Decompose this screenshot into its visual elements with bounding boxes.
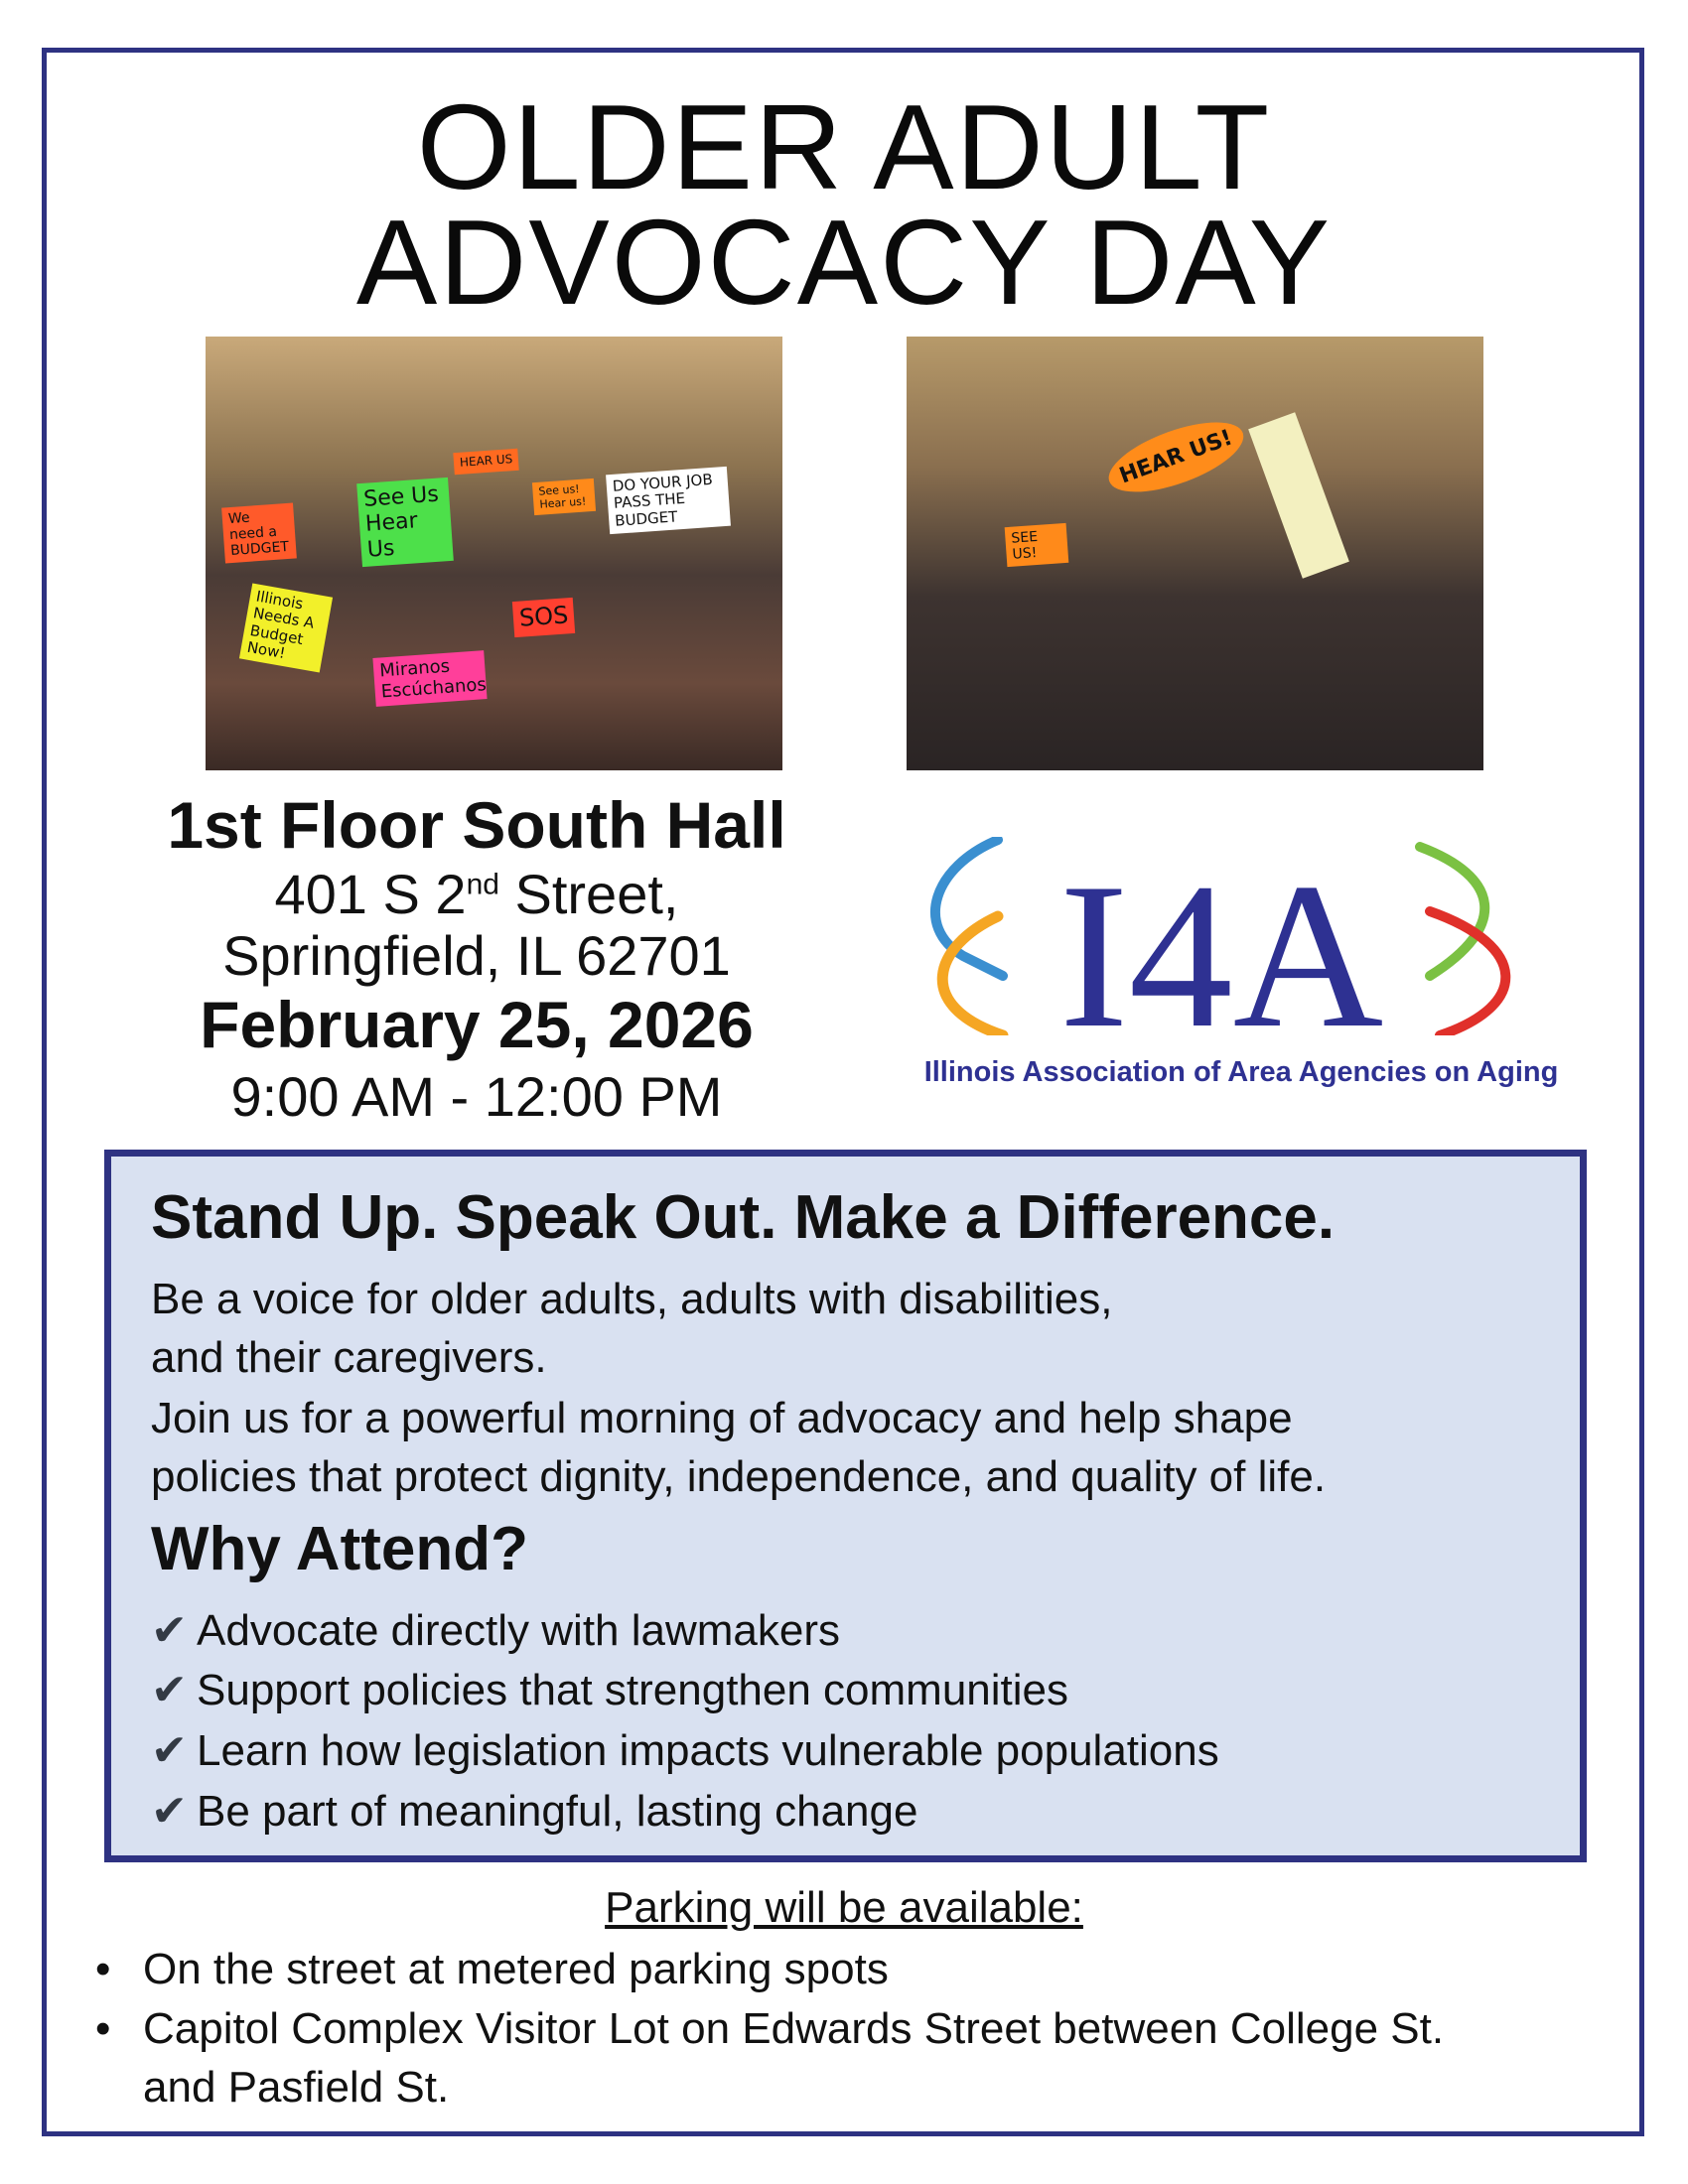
reason-text: Be part of meaningful, lasting change [197, 1787, 918, 1836]
title-line-2: ADVOCACY DAY [355, 195, 1333, 330]
callout-line: Be a voice for older adults, adults with disabilities, [151, 1275, 1113, 1323]
sign [1248, 412, 1349, 578]
parking-item [95, 2003, 1444, 2055]
venue-location: 1st Floor South Hall [167, 788, 786, 862]
checkmark-icon: ✔ [151, 1666, 188, 1714]
sign: We need a BUDGET [221, 503, 297, 564]
reason-text: Learn how legislation impacts vulnerable populations [197, 1726, 1219, 1775]
sign: See Us Hear Us [356, 478, 454, 567]
bullet-icon: • [95, 1945, 111, 1993]
checkmark-icon: ✔ [151, 1726, 188, 1775]
bullet-icon: • [95, 2004, 111, 2053]
parking-text: Capitol Complex Visitor Lot on Edwards Street between College St. [143, 2004, 1445, 2053]
callout-heading: Stand Up. Speak Out. Make a Difference. [151, 1183, 1336, 1252]
checkmark-icon: ✔ [151, 1606, 188, 1655]
logo-org-name: Illinois Association of Area Agencies on Aging [923, 1056, 1559, 1088]
sign: Miranos Escúchanos [372, 650, 487, 707]
parking-item [95, 1944, 889, 1995]
call-to-action-box [104, 1150, 1587, 1862]
photo-advocates-with-signs [206, 337, 782, 770]
svg-text:I4A: I4A [1058, 841, 1384, 1035]
sign: Illinois Needs A Budget Now! [239, 583, 333, 672]
event-time: 9:00 AM - 12:00 PM [230, 1065, 723, 1128]
sign: HEAR US! [1100, 408, 1251, 506]
reason-item [151, 1786, 917, 1838]
parking-item-continued: and Pasfield St. [143, 2063, 450, 2112]
callout-line: Join us for a powerful morning of advocacy and help shape [151, 1394, 1293, 1442]
reason-text: Support policies that strengthen communities [197, 1666, 1069, 1714]
callout-line: and their caregivers. [151, 1333, 547, 1382]
checkmark-icon: ✔ [151, 1787, 188, 1836]
photo-capitol-rotunda-crowd [907, 337, 1483, 770]
why-attend-heading: Why Attend? [151, 1515, 528, 1583]
venue-address-line-1 [119, 864, 834, 925]
reason-item [151, 1665, 1068, 1716]
address-ordinal: nd [466, 868, 499, 901]
callout-line: policies that protect dignity, independence, and quality of life. [151, 1452, 1327, 1501]
address-street: Street, [498, 863, 679, 925]
sign: HEAR US [453, 449, 519, 475]
title-line-1: OLDER ADULT [416, 79, 1272, 214]
reason-item [151, 1725, 1219, 1777]
sign: See us! Hear us! [532, 478, 596, 516]
sign: DO YOUR JOB PASS THE BUDGET [606, 467, 731, 534]
parking-heading: Parking will be available: [605, 1883, 1083, 1932]
logo-swoosh-icon [894, 837, 1589, 1035]
sign: SEE US! [1005, 523, 1069, 567]
i4a-logo [894, 837, 1589, 1095]
parking-text: On the street at metered parking spots [143, 1945, 889, 1993]
venue-address-line-2: Springfield, IL 62701 [222, 924, 731, 987]
address-street-number: 401 S 2 [274, 863, 467, 925]
reason-item [151, 1605, 840, 1657]
event-date: February 25, 2026 [200, 988, 754, 1061]
sign: SOS [512, 598, 576, 637]
reason-text: Advocate directly with lawmakers [197, 1606, 841, 1655]
